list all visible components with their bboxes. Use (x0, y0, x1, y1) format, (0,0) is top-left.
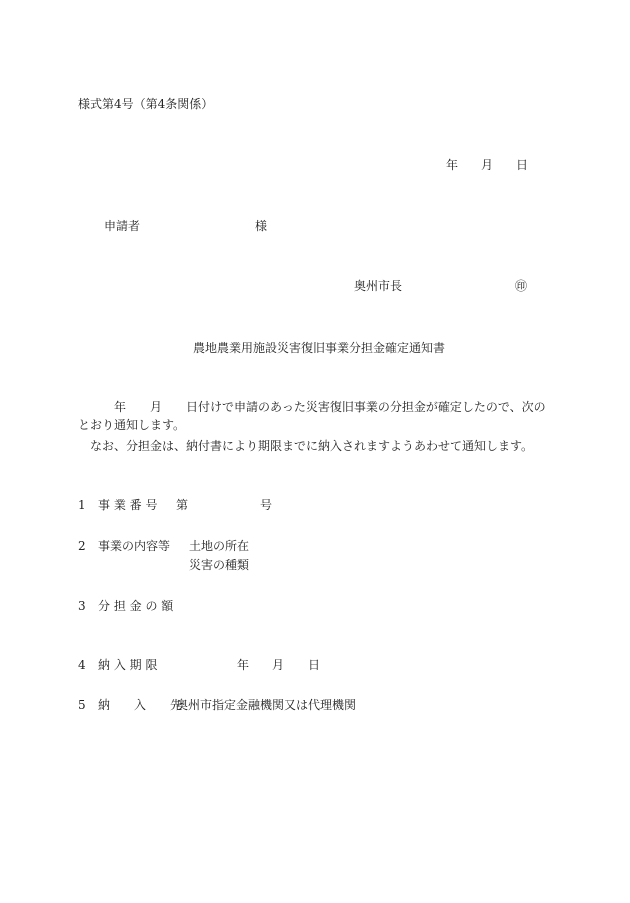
item-label: 事 業 番 号 (98, 498, 158, 512)
item-destination-value: 奥州市指定金融機関又は代理機関 (176, 698, 357, 712)
item-label: 分 担 金 の 額 (98, 599, 174, 613)
applicant-honorific: 様 (255, 219, 268, 233)
applicant-label: 申請者 (104, 219, 141, 233)
item-disaster-type: 災害の種類 (189, 558, 250, 572)
item-number: 5 (78, 698, 86, 712)
item-number: 4 (78, 658, 86, 672)
body-paragraph-2: なお、分担金は、納付書により期限までに納入されますようあわせて通知します。 (90, 439, 534, 453)
body-paragraph-1 (78, 398, 556, 434)
issuer-title: 奥州市長 (354, 279, 403, 293)
item-share-amount (78, 600, 173, 612)
item-deadline-day: 日 (308, 658, 321, 672)
item-project-number (78, 498, 273, 512)
item-label: 納 入 先 (98, 698, 183, 712)
issue-date-year: 年 (446, 158, 459, 172)
item-value-prefix: 第 (176, 498, 189, 512)
item-number: 3 (78, 599, 86, 613)
item-payment-destination (78, 698, 357, 712)
item-payment-deadline (78, 658, 321, 672)
item-project-details (78, 539, 250, 572)
item-deadline-year: 年 (237, 658, 250, 672)
issue-date-month: 月 (481, 158, 494, 172)
document-title: 農地農業用施設災害復旧事業分担金確定通知書 (193, 341, 446, 355)
issue-date (446, 159, 528, 171)
issue-date-day: 日 (516, 158, 529, 172)
item-number: 1 (78, 498, 86, 512)
body-paragraph-1-text: 日付けで申請のあった災害復旧事業の分担金が確定したので、次のとおり通知します。 (78, 400, 546, 432)
applicant-line (104, 219, 268, 233)
body-text (78, 398, 556, 455)
item-label: 納 入 期 限 (98, 658, 158, 672)
item-value-suffix: 号 (260, 498, 273, 512)
item-number: 2 (78, 539, 86, 553)
body-month: 月 (150, 400, 163, 414)
seal-mark: ㊞ (515, 279, 528, 293)
form-number: 様式第4号（第4条関係） (78, 97, 214, 111)
item-deadline-month: 月 (272, 658, 285, 672)
body-year: 年 (114, 400, 127, 414)
item-label: 事業の内容等 (98, 539, 171, 553)
issuer-line (354, 279, 528, 293)
item-land-location: 土地の所在 (189, 539, 250, 553)
